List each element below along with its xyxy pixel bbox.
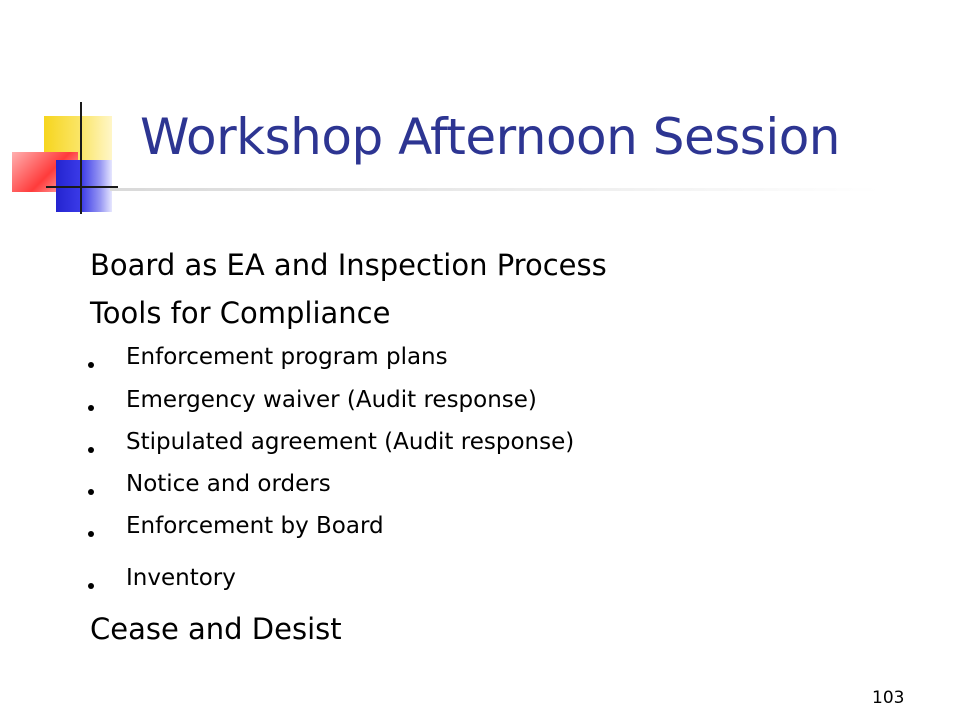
subitem-notice-and-orders: Notice and orders <box>126 471 331 497</box>
bullet-icon <box>88 489 94 495</box>
bullet-icon <box>88 531 94 537</box>
page-number: 103 <box>872 688 905 708</box>
slide-title: Workshop Afternoon Session <box>140 108 840 166</box>
subitem-emergency-waiver: Emergency waiver (Audit response) <box>126 387 537 413</box>
bullet-icon <box>88 362 94 368</box>
bullet-icon <box>88 447 94 453</box>
decorative-logo <box>0 0 140 230</box>
item-cease-and-desist: Cease and Desist <box>90 612 342 646</box>
subitem-enforcement-by-board: Enforcement by Board <box>126 513 384 539</box>
logo-horizontal-line <box>46 186 118 188</box>
subitem-stipulated-agreement: Stipulated agreement (Audit response) <box>126 429 575 455</box>
logo-vertical-line <box>80 102 82 214</box>
subitem-enforcement-plans: Enforcement program plans <box>126 344 448 370</box>
bullet-icon <box>88 583 94 589</box>
item-board-as-ea: Board as EA and Inspection Process <box>90 248 607 282</box>
subitem-inventory: Inventory <box>126 565 236 591</box>
item-tools-for-compliance: Tools for Compliance <box>90 296 391 330</box>
title-underline <box>110 188 880 191</box>
bullet-icon <box>88 405 94 411</box>
